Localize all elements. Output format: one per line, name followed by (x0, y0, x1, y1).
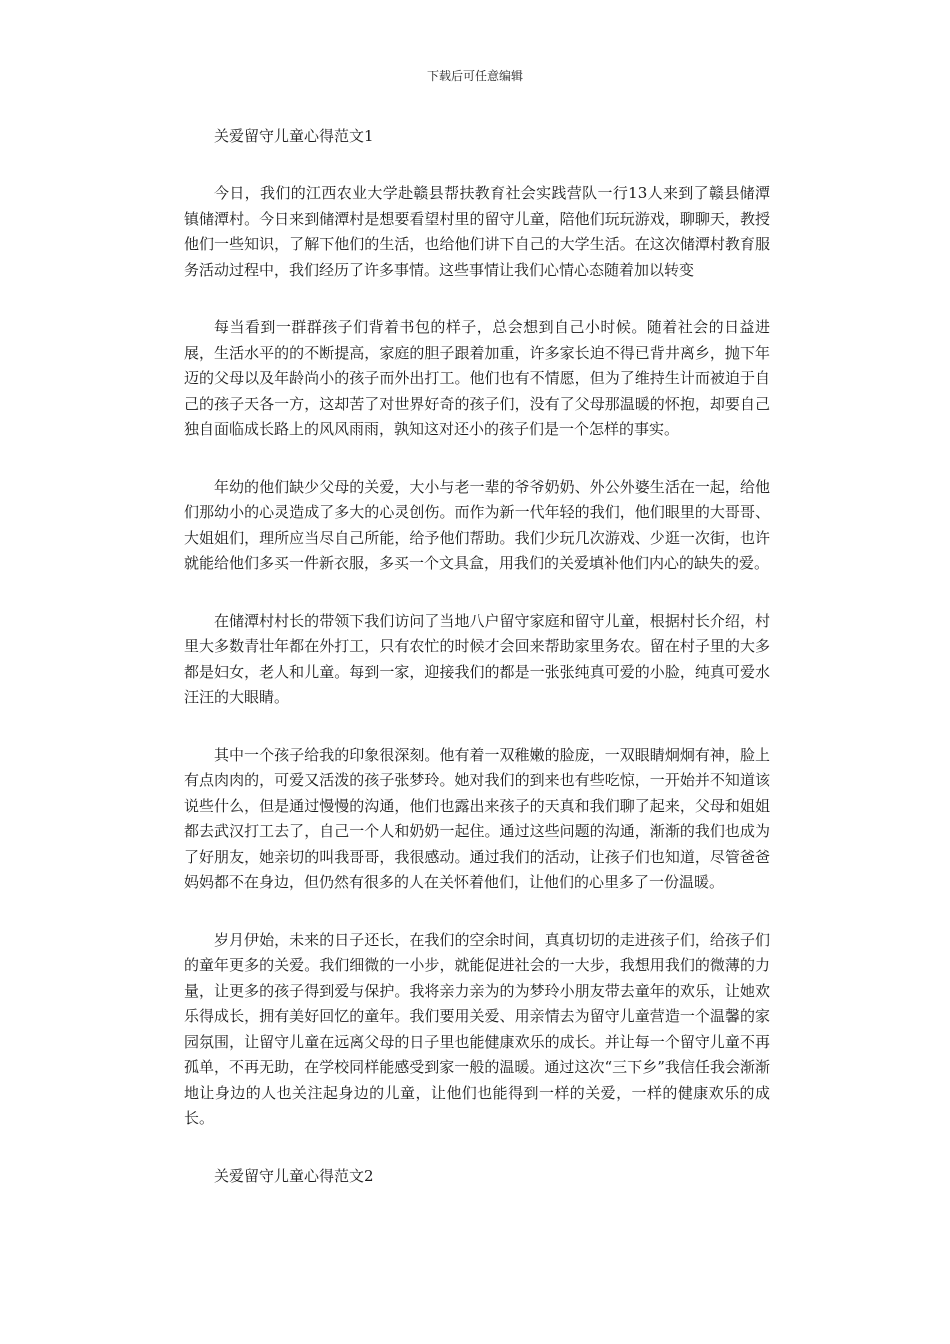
section-title-1: 关爱留守儿童心得范文1 (214, 127, 374, 145)
paragraph: 年幼的他们缺少父母的关爱，大小与老一辈的爷爷奶奶、外公外婆生活在一起，给他们那幼小的心灵造成了多大的心灵创伤。而作为新一代年轻的我们，他们眼里的大哥哥、大姐姐们，理所应当尽自己所能，给予他们帮助。我们少玩几次游戏、少逛一次街，也许就能给他们多买一件新衣服，多买一个文具盒，用我们的关爱填补他们内心的缺失的爱。 (184, 477, 770, 572)
paragraph: 其中一个孩子给我的印象很深刻。他有着一双稚嫩的脸庞，一双眼睛炯炯有神，脸上有点肉肉的，可爱又活泼的孩子张梦玲。她对我们的到来也有些吃惊，一开始并不知道该说些什么，但是通过慢慢的沟通，他们也露出来孩子的天真和我们聊了起来，父母和姐姐都去武汉打工去了，自己一个人和奶奶一起住。通过这些问题的沟通，渐渐的我们也成为了好朋友，她亲切的叫我哥哥，我很感动。通过我们的活动，让孩子们也知道，尽管爸爸妈妈都不在身边，但仍然有很多的人在关怀着他们，让他们的心里多了一份温暖。 (184, 745, 770, 891)
paragraph: 每当看到一群群孩子们背着书包的样子，总会想到自己小时候。随着社会的日益进展，生活水平的的不断提高，家庭的胆子跟着加重，许多家长迫不得已背井离乡，抛下年迈的父母以及年龄尚小的孩子而外出打工。他们也有不情愿，但为了维持生计而被迫于自己的孩子天各一方，这却苦了对世界好奇的孩子们，没有了父母那温暖的怀抱，却要自己独自面临成长路上的风风雨雨，孰知这对还小的孩子们是一个怎样的事实。 (184, 318, 770, 438)
document-body (184, 124, 770, 1221)
paragraph: 今日，我们的江西农业大学赴赣县帮扶教育社会实践营队一行13人来到了赣县储潭镇储潭村。今日来到储潭村是想要看望村里的留守儿童，陪他们玩玩游戏，聊聊天，教授他们一些知识，了解下他们的生活，也给他们讲下自己的大学生活。在这次储潭村教育服务活动过程中，我们经历了许多事情。这些事情让我们心情心态随着加以转变 (184, 184, 770, 279)
section-title-2: 关爱留守儿童心得范文2 (214, 1166, 374, 1185)
paragraph: 岁月伊始，未来的日子还长，在我们的空余时间，真真切切的走进孩子们，给孩子们的童年更多的关爱。我们细微的一小步，就能促进社会的一大步，我想用我们的微薄的力量，让更多的孩子得到爱与保护。我将亲力亲为的为梦玲小朋友带去童年的欢乐，让她欢乐得成长，拥有美好回忆的童年。我们要用关爱、用亲情去为留守儿童营造一个温馨的家园氛围，让留守儿童在远离父母的日子里也能健康欢乐的成长。并让每一个留守儿童不再孤单，不再无助，在学校同样能感受到家一般的温暖。通过这次“三下乡”我信任我会渐渐地让身边的人也关注起身边的儿童，让他们也能得到一样的关爱，一样的健康欢乐的成长。 (184, 930, 770, 1127)
paragraph: 在储潭村村长的带领下我们访问了当地八户留守家庭和留守儿童，根据村长介绍，村里大多数青壮年都在外打工，只有农忙的时候才会回来帮助家里务农。留在村子里的大多都是妇女，老人和儿童。每到一家，迎接我们的都是一张张纯真可爱的小脸，纯真可爱水汪汪的大眼睛。 (184, 611, 770, 706)
download-note: 下载后可任意编辑 (426, 69, 523, 83)
